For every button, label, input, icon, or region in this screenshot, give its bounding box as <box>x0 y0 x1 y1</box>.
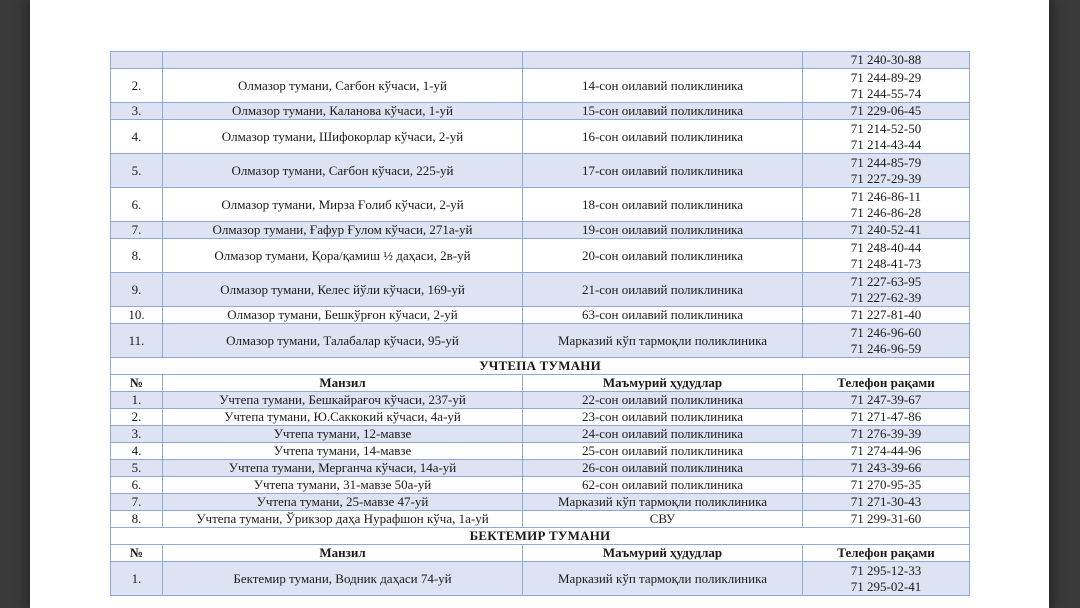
phone-number: 71 248-40-44 <box>850 239 922 255</box>
row-area: 26-сон оилавий поликлиника <box>523 460 803 477</box>
row-number: 1. <box>111 392 163 409</box>
table-row <box>111 409 970 426</box>
phone-number: 71 271-47-86 <box>850 409 922 424</box>
row-number: 11. <box>111 324 163 358</box>
phone-number: 71 295-12-33 <box>850 562 922 578</box>
row-address: Учтепа тумани, Ю.Саккокий кўчаси, 4а-уй <box>163 409 523 426</box>
clinics-table <box>110 51 970 596</box>
table-row <box>111 511 970 528</box>
phone-number: 71 246-86-28 <box>850 204 922 220</box>
row-phones <box>803 52 970 69</box>
row-phones <box>803 273 970 307</box>
phone-number: 71 270-95-35 <box>850 477 922 492</box>
row-area: 24-сон оилавий поликлиника <box>523 426 803 443</box>
row-phones <box>803 443 970 460</box>
phone-number: 71 214-43-44 <box>850 136 922 152</box>
row-number: 10. <box>111 307 163 324</box>
table-row <box>111 477 970 494</box>
row-address: Учтепа тумани, 25-мавзе 47-уй <box>163 494 523 511</box>
table-row <box>111 52 970 69</box>
clinics-table-body <box>111 52 970 596</box>
row-phones <box>803 103 970 120</box>
row-number: 3. <box>111 426 163 443</box>
row-area: 14-сон оилавий поликлиника <box>523 69 803 103</box>
section-uchtepa <box>111 358 970 375</box>
row-address: Олмазор тумани, Сағбон кўчаси, 225-уй <box>163 154 523 188</box>
row-number: 8. <box>111 239 163 273</box>
row-address: Учтепа тумани, 12-мавзе <box>163 426 523 443</box>
row-address: Олмазор тумани, Сағбон кўчаси, 1-уй <box>163 69 523 103</box>
phone-number: 71 274-44-96 <box>850 443 922 458</box>
row-phones <box>803 222 970 239</box>
row-address: Олмазор тумани, Ғафур Ғулом кўчаси, 271а-уй <box>163 222 523 239</box>
row-phones <box>803 494 970 511</box>
phone-number: 71 240-30-88 <box>850 52 922 67</box>
phone-number: 71 229-06-45 <box>850 103 922 118</box>
row-phones <box>803 120 970 154</box>
row-address: Олмазор тумани, Каланова кўчаси, 1-уй <box>163 103 523 120</box>
row-address: Учтепа тумани, 14-мавзе <box>163 443 523 460</box>
phone-number: 71 276-39-39 <box>850 426 922 441</box>
section-title: БЕКТЕМИР ТУМАНИ <box>111 528 970 545</box>
row-address: Бектемир тумани, Водник даҳаси 74-уй <box>163 562 523 596</box>
table-row <box>111 154 970 188</box>
row-number: 9. <box>111 273 163 307</box>
row-area: 23-сон оилавий поликлиника <box>523 409 803 426</box>
row-area: Марказий кўп тармоқли поликлиника <box>523 562 803 596</box>
row-number: 4. <box>111 120 163 154</box>
phone-number: 71 227-63-95 <box>850 273 922 289</box>
row-number: 6. <box>111 188 163 222</box>
row-address: Олмазор тумани, Бешкўрғон кўчаси, 2-уй <box>163 307 523 324</box>
table-row <box>111 426 970 443</box>
phone-number: 71 227-81-40 <box>850 307 922 322</box>
row-address: Олмазор тумани, Келес йўли кўчаси, 169-уй <box>163 273 523 307</box>
row-number: 2. <box>111 409 163 426</box>
phone-number: 71 227-62-39 <box>850 289 922 305</box>
table-row <box>111 222 970 239</box>
row-area: Марказий кўп тармоқли поликлиника <box>523 324 803 358</box>
row-address <box>163 52 523 69</box>
row-area: 19-сон оилавий поликлиника <box>523 222 803 239</box>
header-number: № <box>111 545 163 562</box>
row-area: 16-сон оилавий поликлиника <box>523 120 803 154</box>
header-number: № <box>111 375 163 392</box>
row-area: 18-сон оилавий поликлиника <box>523 188 803 222</box>
section-bektemir <box>111 528 970 545</box>
phone-number: 71 246-96-59 <box>850 340 922 356</box>
phone-number: 71 214-52-50 <box>850 120 922 136</box>
table-row <box>111 392 970 409</box>
row-number <box>111 52 163 69</box>
header-area: Маъмурий ҳудудлар <box>523 375 803 392</box>
row-phones <box>803 188 970 222</box>
phone-number: 71 243-39-66 <box>850 460 922 475</box>
phone-number: 71 248-41-73 <box>850 255 922 271</box>
row-phones <box>803 511 970 528</box>
row-phones <box>803 409 970 426</box>
row-number: 5. <box>111 154 163 188</box>
row-area: 17-сон оилавий поликлиника <box>523 154 803 188</box>
row-phones <box>803 562 970 596</box>
row-area: 20-сон оилавий поликлиника <box>523 239 803 273</box>
row-address: Олмазор тумани, Мирза Ғолиб кўчаси, 2-уй <box>163 188 523 222</box>
table-row <box>111 120 970 154</box>
table-row <box>111 324 970 358</box>
row-number: 4. <box>111 443 163 460</box>
row-area: 63-сон оилавий поликлиника <box>523 307 803 324</box>
table-row <box>111 443 970 460</box>
row-phones <box>803 239 970 273</box>
row-phones <box>803 426 970 443</box>
row-phones <box>803 154 970 188</box>
row-area: СВУ <box>523 511 803 528</box>
header-address: Манзил <box>163 375 523 392</box>
phone-number: 71 244-85-79 <box>850 154 922 170</box>
table-row <box>111 239 970 273</box>
row-address: Олмазор тумани, Талабалар кўчаси, 95-уй <box>163 324 523 358</box>
phone-number: 71 299-31-60 <box>850 511 922 526</box>
table-header-row <box>111 375 970 392</box>
row-area: 62-сон оилавий поликлиника <box>523 477 803 494</box>
row-number: 7. <box>111 222 163 239</box>
table-row <box>111 188 970 222</box>
phone-number: 71 227-29-39 <box>850 170 922 186</box>
row-address: Олмазор тумани, Қора/қамиш ½ даҳаси, 2в-уй <box>163 239 523 273</box>
table-row <box>111 103 970 120</box>
phone-number: 71 295-02-41 <box>850 578 922 594</box>
phone-number: 71 271-30-43 <box>850 494 922 509</box>
row-phones <box>803 392 970 409</box>
row-number: 6. <box>111 477 163 494</box>
table-row <box>111 69 970 103</box>
row-area: Марказий кўп тармоқли поликлиника <box>523 494 803 511</box>
row-phones <box>803 324 970 358</box>
row-address: Учтепа тумани, 31-мавзе 50а-уй <box>163 477 523 494</box>
row-address: Учтепа тумани, Ўрикзор даҳа Нурафшон кўча, 1а-уй <box>163 511 523 528</box>
row-address: Учтепа тумани, Мерганча кўчаси, 14а-уй <box>163 460 523 477</box>
row-address: Учтепа тумани, Бешкайрағоч кўчаси, 237-уй <box>163 392 523 409</box>
table-row <box>111 460 970 477</box>
row-number: 3. <box>111 103 163 120</box>
row-phones <box>803 460 970 477</box>
table-row <box>111 307 970 324</box>
row-address: Олмазор тумани, Шифокорлар кўчаси, 2-уй <box>163 120 523 154</box>
section-title: УЧТЕПА ТУМАНИ <box>111 358 970 375</box>
table-header-row <box>111 545 970 562</box>
row-number: 8. <box>111 511 163 528</box>
phone-number: 71 244-55-74 <box>850 85 922 101</box>
phone-number: 71 246-96-60 <box>850 324 922 340</box>
phone-number: 71 246-86-11 <box>851 188 921 204</box>
phone-number: 71 247-39-67 <box>850 392 922 407</box>
header-phone: Телефон рақами <box>803 375 970 392</box>
row-phones <box>803 69 970 103</box>
row-number: 1. <box>111 562 163 596</box>
row-area <box>523 52 803 69</box>
row-area: 21-сон оилавий поликлиника <box>523 273 803 307</box>
row-area: 22-сон оилавий поликлиника <box>523 392 803 409</box>
header-area: Маъмурий ҳудудлар <box>523 545 803 562</box>
phone-number: 71 240-52-41 <box>850 222 922 237</box>
table-row <box>111 562 970 596</box>
row-number: 7. <box>111 494 163 511</box>
table-row <box>111 494 970 511</box>
phone-number: 71 244-89-29 <box>850 69 922 85</box>
header-address: Манзил <box>163 545 523 562</box>
document-page <box>30 0 1049 608</box>
row-area: 25-сон оилавий поликлиника <box>523 443 803 460</box>
row-number: 2. <box>111 69 163 103</box>
header-phone: Телефон рақами <box>803 545 970 562</box>
row-phones <box>803 307 970 324</box>
row-area: 15-сон оилавий поликлиника <box>523 103 803 120</box>
row-phones <box>803 477 970 494</box>
row-number: 5. <box>111 460 163 477</box>
table-row <box>111 273 970 307</box>
